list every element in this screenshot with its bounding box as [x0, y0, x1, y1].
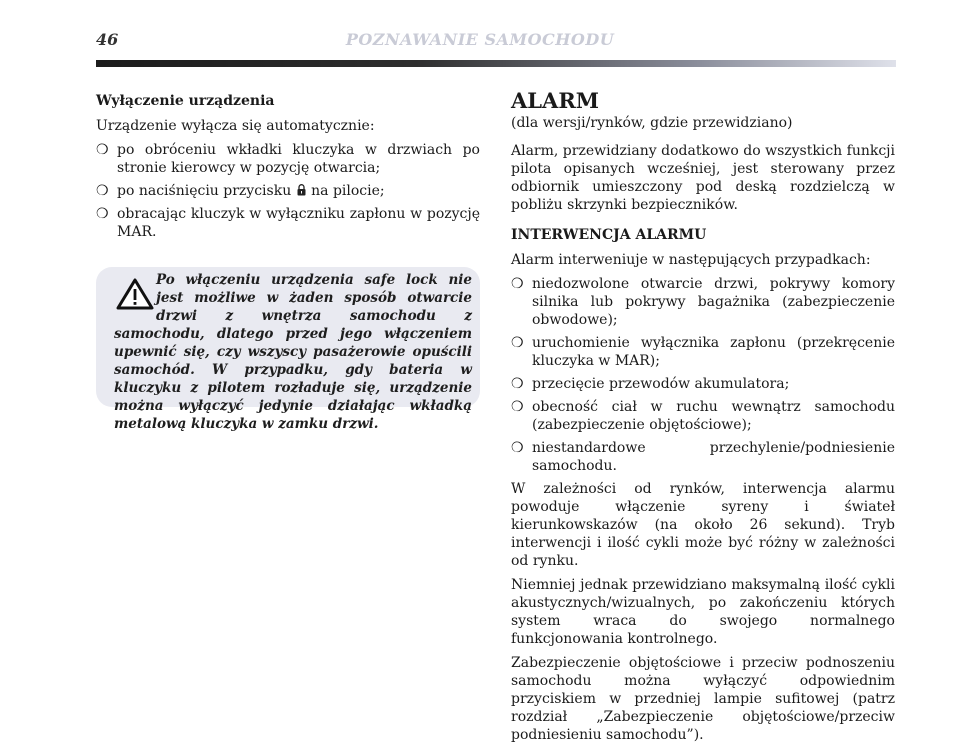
bullet-circle-icon: ❍ [96, 183, 109, 199]
list-item-text: obracając kluczyk w wyłączniku zapłonu w pozycję MAR. [117, 206, 480, 240]
list-item-text: niedozwolone otwarcie drzwi, pokrywy komory silnika lub pokrywy bagażnika (zabezpieczenie obwodowe); [532, 276, 895, 328]
bullet-circle-icon: ❍ [511, 399, 524, 415]
lock-icon [297, 184, 306, 196]
bullet-circle-icon: ❍ [511, 376, 524, 392]
list-item-text: obecność ciał w ruchu wewnątrz samochodu (zabezpieczenie objętościowe); [532, 399, 895, 433]
list-item [511, 334, 895, 370]
warning-box [96, 267, 480, 432]
list-item [96, 205, 480, 241]
list-item [96, 141, 480, 177]
list-item [511, 375, 895, 393]
right-column [511, 88, 895, 750]
warning-text-block [114, 271, 472, 433]
bullet-circle-icon: ❍ [511, 440, 524, 456]
paragraph: W zależności od rynków, interwencja alarmu powoduje włączenie syreny i świateł kierunkowskazów (na około 26 sekund). Tryb interwencji i ilość cykli może być różny w zależności od rynku. [511, 481, 895, 569]
section-heading-alarm: INTERWENCJA ALARMU [511, 227, 707, 243]
list-item [511, 398, 895, 434]
section-heading-disable: Wyłączenie urządzenia [96, 93, 275, 109]
header-rule [96, 60, 896, 67]
warning-triangle-icon [114, 271, 156, 311]
paragraph: Zabezpieczenie objętościowe i przeciw podnoszeniu samochodu można wyłączyć odpowiednim przyciskiem w przedniej lampie sufitowej (patrz rozdział „Zabezpieczenie objętościowe/przeciw podniesieniu samochodu”). [511, 655, 895, 743]
list-item [96, 182, 480, 200]
list-item-text: po obróceniu wkładki kluczyka w drzwiach po stronie kierowcy w pozycję otwarcia; [117, 142, 480, 176]
page-title: ALARM [511, 88, 600, 113]
list-item-text: uruchomienie wyłącznika zapłonu (przekręcenie kluczyka w MAR); [532, 335, 895, 369]
list-item-text: niestandardowe przechylenie/podniesienie samochodu. [532, 440, 895, 474]
title-subtitle: (dla wersji/rynków, gdzie przewidziano) [511, 115, 793, 131]
list-item [511, 439, 895, 475]
paragraph: Niemniej jednak przewidziano maksymalną ilość cykli akustycznych/wizualnych, po zakończeniu których system wraca do swojego normalnego funkcjonowania kontrolnego. [511, 577, 895, 647]
list-item-text-cont: na pilocie; [311, 183, 385, 199]
bullet-circle-icon: ❍ [96, 206, 109, 222]
running-head: POZNAWANIE SAMOCHODU [345, 30, 615, 49]
intro-text: Urządzenie wyłącza się automatycznie: [96, 118, 375, 134]
bullet-circle-icon: ❍ [96, 142, 109, 158]
list-item-text: po naciśnięciu przycisku [117, 183, 292, 199]
bullet-circle-icon: ❍ [511, 276, 524, 292]
left-column [96, 92, 480, 246]
alarm-intro: Alarm, przewidziany dodatkowo do wszystkich funkcji pilota opisanych wcześniej, jest sterowany przez odbiornik umieszczony pod deską rozdzielczą w pobliżu skrzynki bezpieczników. [511, 143, 895, 213]
list-item [511, 275, 895, 329]
list-item-text: przecięcie przewodów akumulatora; [532, 376, 790, 392]
section-intro: Alarm interweniuje w następujących przypadkach: [511, 252, 871, 268]
warning-text: Po włączeniu urządzenia safe lock nie jest możliwe w żaden sposób otwarcie drzwi z wnętrza samochodu z samochodu, dlatego przed jego włączeniem upewnić się, czy wszyscy pasażerowie opuścili samochód. W przypadku, gdy bateria w kluczyku z pilotem rozładuje się, urządzenie można wyłączyć jedynie działając wkładką metalową kluczyka w zamku drzwi. [114, 272, 472, 432]
page-number: 46 [96, 30, 119, 49]
bullet-circle-icon: ❍ [511, 335, 524, 351]
